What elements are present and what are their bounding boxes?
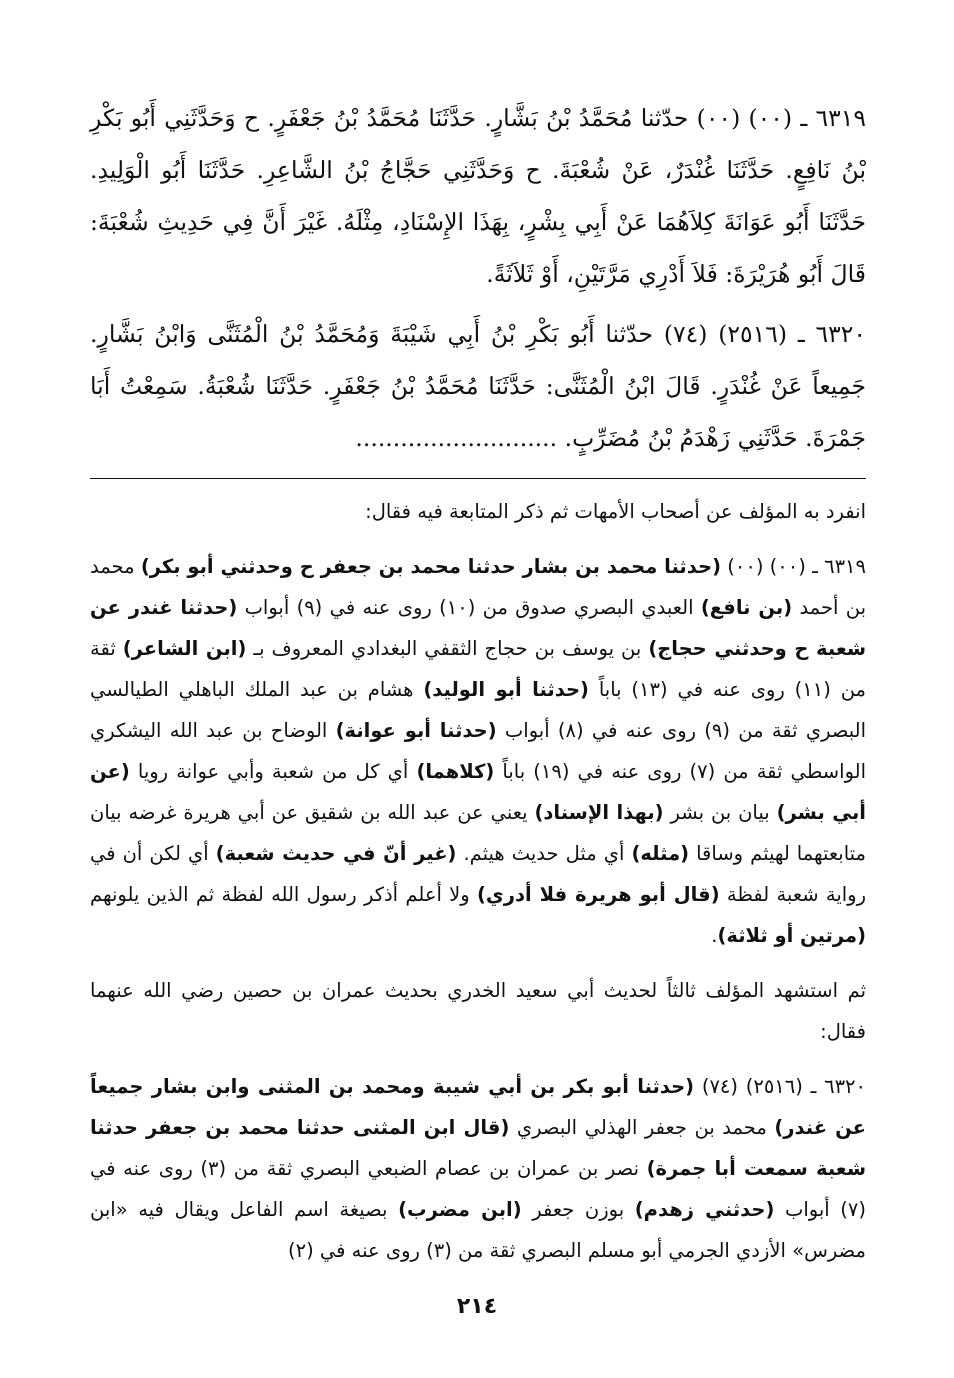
- hadith-6320: [90, 308, 866, 464]
- explanation-text: بن يوسف بن حجاج الثقفي البغدادي المعروف بـ: [246, 637, 649, 660]
- continuation-dots: ...........................: [355, 424, 558, 452]
- quoted-text: (حدثنا محمد بن بشار حدثنا محمد بن جعفر ح وحدثني أبو بكر): [140, 555, 721, 578]
- quoted-text: (ابن الشاعر): [122, 637, 247, 660]
- quoted-text: (حدثنا أبو الوليد): [423, 678, 589, 701]
- quoted-text: (كلاهما): [416, 760, 495, 783]
- quoted-text: (غير أنّ في حديث شعبة): [215, 842, 457, 865]
- commentary-intro: انفرد به المؤلف عن أصحاب الأمهات ثم ذكر المتابعة فيه فقال:: [365, 500, 866, 523]
- quoted-text: (حدثنا أبو عوانة): [335, 719, 497, 742]
- explanation-text: أي مثل حديث هيثم.: [456, 842, 632, 865]
- quoted-text: (حدثنا غندر عن شعبة ح وحدثني حجاج): [90, 596, 866, 660]
- quoted-text: (عن أبي بشر): [90, 760, 866, 824]
- explanation-text: بصيغة اسم الفاعل ويقال فيه «ابن مضرس» الأزدي الجرمي أبو مسلم البصري ثقة من (٣) روى عنه في (٢): [90, 1198, 866, 1262]
- quoted-text: (قال ابن المثنى حدثنا محمد بن جعفر حدثنا شعبة سمعت أبا جمرة): [90, 1116, 866, 1180]
- separator-line: [90, 478, 866, 479]
- explanation-text: بوزن جعفر: [521, 1198, 635, 1221]
- quoted-text: (مثله): [631, 842, 690, 865]
- explanation-text: ثقة من (١١) روى عنه في (١٣) باباً: [90, 637, 866, 701]
- hadith-text-block: [90, 92, 866, 464]
- explanation-text: .: [711, 924, 718, 947]
- page-body: [90, 92, 866, 1271]
- explanation-text: ولا أعلم أذكر رسول الله لفظة ثم الذين يلونهم: [90, 883, 478, 906]
- explanation-text: محمد بن جعفر الهذلي البصري: [509, 1116, 775, 1139]
- explanation-text: هشام بن عبد الملك الباهلي الطيالسي البصري ثقة من (٩) روى عنه في (٨) أبواب: [90, 678, 867, 742]
- explanation-text: يعني عن عبد الله بن شقيق عن أبي هريرة غرضه بيان متابعتهما لهيثم وساقا: [90, 801, 866, 865]
- quoted-text: (بن نافع): [700, 596, 793, 619]
- explanation-text: بيان بن بشر: [663, 801, 777, 824]
- explanation-text: أي كل من شعبة وأبي عوانة رويا: [129, 760, 417, 783]
- commentary-transition: ثم استشهد المؤلف ثالثاً لحديث أبي سعيد الخدري بحديث عمران بن حصين رضي الله عنهما فقال:: [90, 979, 866, 1043]
- quoted-text: (بهذا الإسناد): [534, 801, 664, 824]
- hadith-6319: ٦٣١٩ ـ (٠٠) (٠٠) حدّثنا مُحَمَّدُ بْنُ بَشَّارٍ. حَدَّثَنَا مُحَمَّدُ بْنُ جَعْفَرٍ. ح وَحَدَّثَنِي أَبُو بَكْرِ بْنُ نَافِعٍ. حَدَّثَنَا غُنْدَرٌ، عَنْ شُعْبَةَ. ح وَحَدَّثَنِي حَجَّاجُ بْنُ الشَّاعِرِ. حَدَّثَنَا أَبُو الْوَلِيدِ. حَدَّثَنَا أَبُو عَوَانَةَ كِلاَهُمَا عَنْ أَبِي بِشْرٍ، بِهَذَا الإِسْنَادِ، مِثْلَهُ. غَيْرَ أَنَّ فِي حَدِيثِ شُعْبَةَ: قَالَ أَبُو هُرَيْرَةَ: فَلاَ أَدْرِي مَرَّتَيْنِ، أَوْ ثَلاَثَةً.: [90, 104, 867, 288]
- ref-number: ٦٣١٩ ـ (٠٠) (٠٠): [720, 555, 866, 578]
- commentary-6320: [90, 1066, 866, 1271]
- explanation-text: أي لكن أن في رواية شعبة لفظة: [90, 842, 866, 906]
- quoted-text: (حدثني زهدم): [634, 1198, 775, 1221]
- quoted-text: (مرتين أو ثلاثة): [717, 924, 866, 947]
- commentary-6319: [90, 546, 866, 956]
- explanation-text: محمد بن أحمد: [90, 555, 867, 619]
- explanation-text: الوضاح بن عبد الله اليشكري الواسطي ثقة من (٧) روى عنه في (١٩) باباً: [90, 719, 866, 783]
- commentary-block: [90, 491, 866, 1271]
- ref-number: ٦٣٢٠ ـ (٢٥١٦) (٧٤): [694, 1075, 866, 1098]
- page-number: ٢١٤: [456, 1294, 498, 1319]
- quoted-text: (قال أبو هريرة فلا أدري): [477, 883, 720, 906]
- hadith-6320-text: ٦٣٢٠ ـ (٢٥١٦) (٧٤) حدّثنا أَبُو بَكْرِ بْنُ أَبِي شَيْبَةَ وَمُحَمَّدُ بْنُ الْمُثَنَّى وَابْنُ بَشَّارٍ. جَمِيعاً عَنْ غُنْدَرٍ. قَالَ ابْنُ الْمُثَنَّى: حَدَّثَنَا مُحَمَّدُ بْنُ جَعْفَرٍ. حَدَّثَنَا شُعْبَةُ. سَمِعْتُ أَبَا جَمْرَةَ. حَدَّثَنِي زَهْدَمُ بْنُ مُضَرِّبٍ.: [90, 320, 866, 452]
- quoted-text: (ابن مضرب): [398, 1198, 522, 1221]
- quoted-text: (حدثنا أبو بكر بن أبي شيبة ومحمد بن المثنى وابن بشار جميعاً عن غندر): [90, 1075, 867, 1139]
- explanation-text: العبدي البصري صدوق من (١٠) روى عنه في (٩) أبواب: [237, 596, 701, 619]
- explanation-text: نصر بن عمران بن عصام الضبعي البصري ثقة من (٣) روى عنه في (٧) أبواب: [90, 1157, 866, 1221]
